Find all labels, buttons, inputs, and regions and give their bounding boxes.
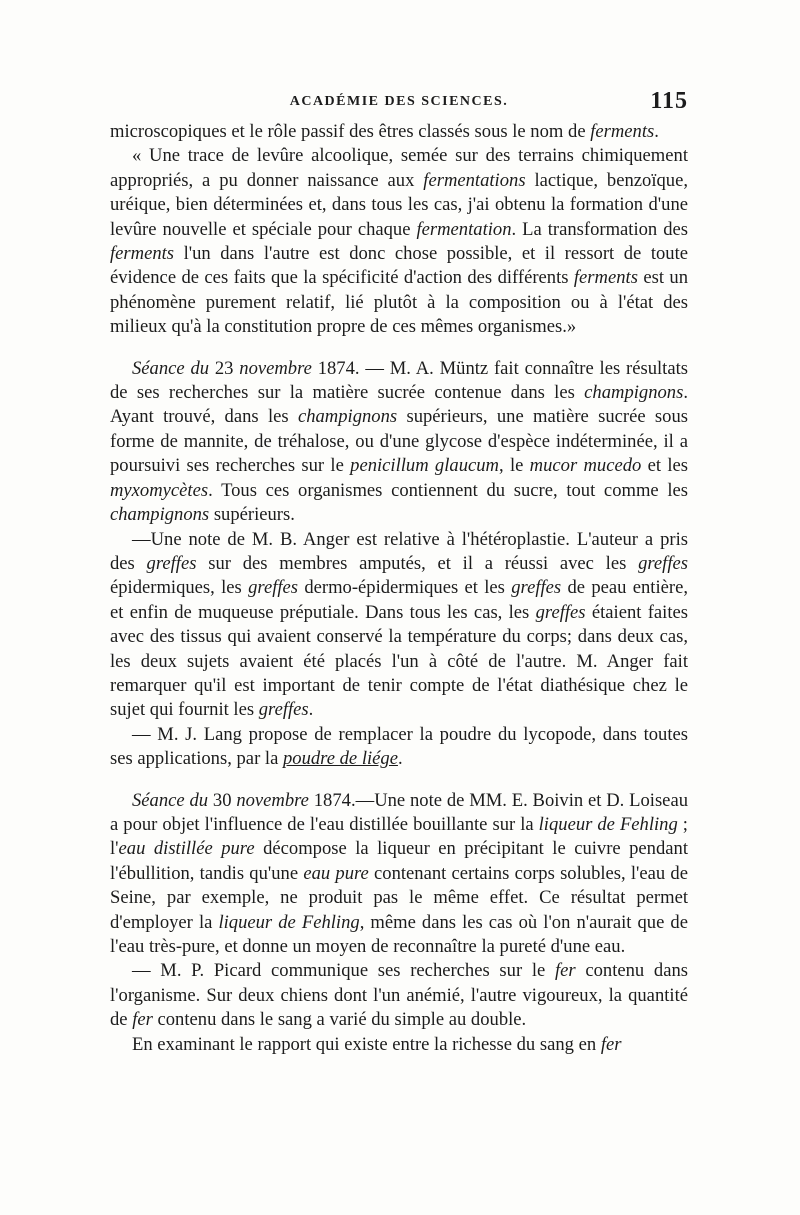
text-run: . Tous ces organismes contiennent du sucre, tout comme les (208, 479, 688, 501)
italic-term: fer (600, 1033, 622, 1055)
italic-term: liqueur de Fehling (538, 813, 678, 835)
text-run: contenu dans l'organisme. Sur deux chiens dont l'un anémié, l'autre vigoureux, la quantité de (110, 960, 688, 1031)
italic-term: fer (132, 1009, 153, 1031)
running-header (110, 88, 688, 120)
italic-term: champignons (110, 504, 210, 526)
body-text (110, 120, 688, 1057)
text-run: décompose la liqueur en précipitant le cuivre pendant l'ébullition, tandis qu'une (110, 838, 688, 884)
paragraph-quote (110, 144, 688, 339)
italic-term: eau distillée pure (118, 838, 255, 860)
text-run: 30 (208, 789, 237, 811)
text-run: « Une trace de levûre alcoolique, semée sur des terrains chimiquement appropriés, a pu donner naissance aux (110, 145, 688, 191)
italic-term: novembre (239, 357, 312, 379)
italic-term: ferments (573, 267, 638, 289)
italic-term: myxomycètes (110, 479, 209, 501)
page-number: 115 (650, 88, 688, 114)
italic-term: penicillum glaucum (350, 455, 499, 477)
italic-term: champignons (297, 406, 398, 428)
text-run: dermo-épidermiques et les (298, 577, 512, 599)
text-run: , même dans les cas où l'on n'aurait que de l'eau très-pure, et donne un moyen de reconnaître la pureté d'une eau. (110, 911, 688, 957)
text-run: . La transformation des (511, 218, 688, 240)
text-run: 1874.—Une note de MM. E. Boivin et D. Loiseau a pour objet l'influence de l'eau distillée bouillante sur la (110, 789, 688, 835)
text-run: —Une note de M. B. Anger est relative à l'hétéroplastie. L'auteur a pris des (110, 528, 688, 574)
text-run: . (308, 699, 314, 721)
text-run: — M. J. Lang propose de remplacer la poudre du lycopode, dans toutes ses applications, par la (110, 723, 688, 770)
text-run: , le (498, 455, 530, 477)
underlined-term: poudre de liége (282, 748, 398, 770)
text-run: et les (641, 455, 689, 477)
italic-term: Séance du (132, 357, 210, 379)
italic-term: mucor mucedo (529, 455, 642, 477)
paragraph-anger (110, 528, 688, 723)
text-run: l'un dans l'autre est donc chose possible, et il ressort de toute évidence de ces faits que la spécificité d'action des différents (110, 243, 688, 289)
paragraph-seance-30-novembre (110, 789, 688, 960)
text-run: est un phénomène purement relatif, lié plutôt à la composition ou à l'état des milieux qu'à la constitution propre de ces mêmes organismes.» (110, 267, 689, 338)
text-run: lactique, benzoïque, uréique, bien déterminées et, dans tous les cas, j'ai obtenu la formation d'une levûre nouvelle et spéciale pour chaque (110, 169, 688, 240)
text-run: . (654, 121, 659, 142)
text-run: sur des membres amputés, et il a réussi avec les (196, 552, 639, 574)
italic-term: fer (554, 960, 576, 982)
italic-term: greffes (638, 552, 688, 574)
text-run: . Ayant trouvé, dans les (110, 382, 688, 428)
italic-term: greffes (146, 552, 197, 574)
text-run: supérieurs. (209, 504, 295, 526)
italic-term: champignons (584, 382, 684, 404)
text-run: étaient faites avec des tissus qui avaient conservé la température du corps; dans deux cas, les deux sujets avaient été placés l'un à côté de l'autre. M. Anger fait remarquer qu'il est important de tenir compte de l'état diathésique chez le sujet qui fournit les (110, 601, 688, 721)
text-run: épidermiques, les (110, 577, 249, 599)
running-title: ACADÉMIE DES SCIENCES. (289, 94, 509, 109)
text-run: 1874. — M. A. Müntz fait connaître les résultats de ses recherches sur la matière sucrée contenue dans les (110, 357, 688, 404)
text-run: ; l' (110, 813, 688, 860)
text-run: microscopiques et le rôle passif des êtres classés sous le nom de (110, 121, 591, 142)
italic-term: liqueur de Fehling (218, 911, 360, 933)
text-run: contenu dans le sang a varié du simple au double. (152, 1009, 527, 1031)
italic-term: eau pure (303, 862, 369, 884)
paragraph-lang (110, 723, 688, 772)
paragraph-seance-23-novembre (110, 357, 688, 528)
text-run: contenant certains corps solubles, l'eau de Seine, par exemple, ne produit pas le même effet. Ce résultat permet d'employer la (110, 862, 688, 933)
italic-term: ferments (110, 243, 175, 265)
paragraph-continuation (110, 120, 688, 144)
italic-term: fermentation (416, 218, 512, 240)
text-run: En examinant le rapport qui existe entre la richesse du sang en (132, 1033, 601, 1055)
italic-term: ferments (590, 121, 655, 142)
italic-term: greffes (248, 577, 299, 599)
italic-term: greffes (511, 577, 562, 599)
italic-term: novembre (236, 789, 309, 811)
text-run: de peau entière, et enfin de muqueuse préputiale. Dans tous les cas, les (110, 577, 688, 623)
text-run: 23 (209, 357, 240, 379)
text-run: — M. P. Picard communique ses recherches sur le (132, 960, 555, 982)
italic-term: greffes (258, 699, 309, 721)
italic-term: Séance du (132, 789, 209, 811)
paragraph-final-line (110, 1033, 688, 1057)
text-run: . (397, 748, 403, 770)
paragraph-picard (110, 959, 688, 1032)
italic-term: greffes (535, 601, 586, 623)
italic-term: fermentations (423, 169, 526, 191)
text-run: supérieurs, une matière sucrée sous forme de mannite, de tréhalose, ou d'une glycose d'espèce indéterminée, il a poursuivi ses recherches sur le (110, 406, 688, 477)
